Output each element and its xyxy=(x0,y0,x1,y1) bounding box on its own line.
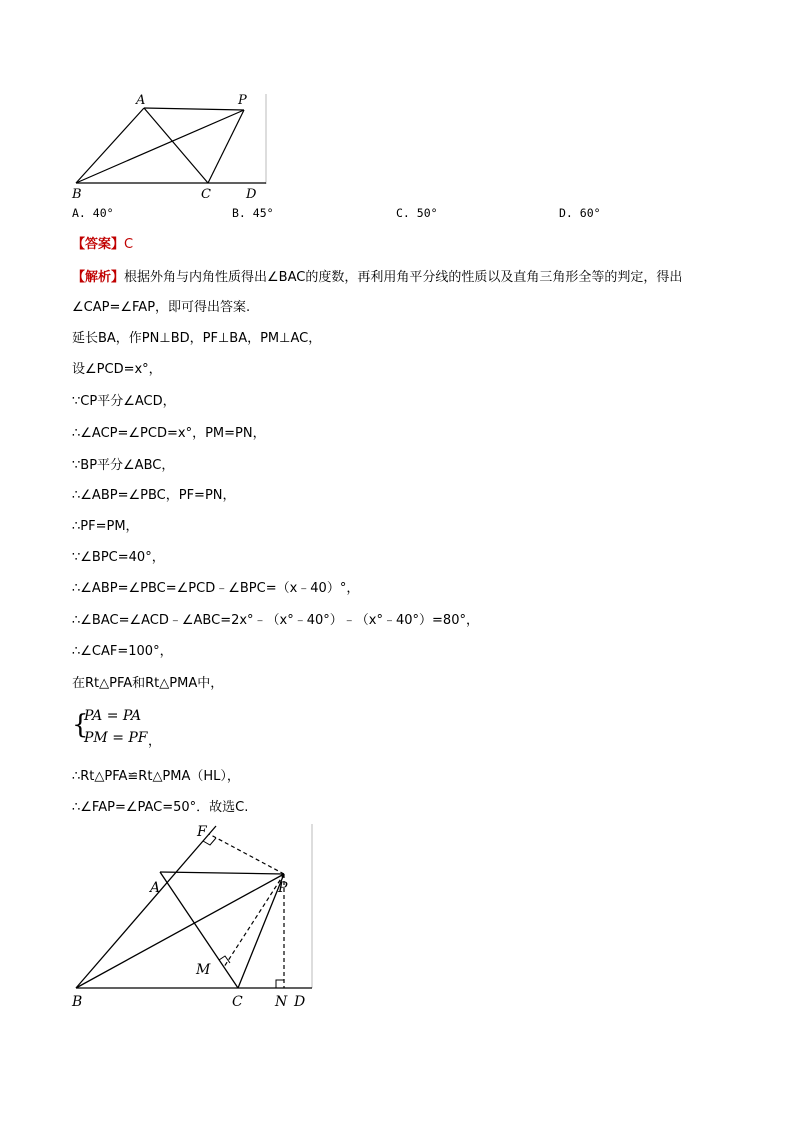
answer-line xyxy=(72,236,133,254)
segment-AC xyxy=(144,108,208,183)
step-line: ∴∠ABP=∠PBC=∠PCD﹣∠BPC=（x﹣40）°， xyxy=(72,581,360,596)
segment-BP xyxy=(76,874,284,988)
figure-2-geometry xyxy=(66,822,326,1014)
analysis-line-1 xyxy=(72,269,682,287)
segment-PM-dashed xyxy=(224,874,284,967)
figure-1-geometry xyxy=(66,92,276,204)
segment-AP xyxy=(144,108,244,110)
analysis-tag: 【解析】 xyxy=(72,270,125,285)
label-C: C xyxy=(232,994,243,1010)
label-P: P xyxy=(238,93,247,108)
step-line: ∵∠BPC=40°， xyxy=(72,550,165,565)
label-A: A xyxy=(150,880,161,896)
label-B: B xyxy=(72,994,83,1010)
equation-system xyxy=(72,704,192,750)
label-N: N xyxy=(275,994,288,1010)
step-line: ∴∠ACP=∠PCD=x°，PM=PN， xyxy=(72,426,266,441)
step-line: ∴PF=PM， xyxy=(72,519,139,534)
label-D: D xyxy=(294,994,306,1010)
segment-AP xyxy=(160,872,284,874)
label-F: F xyxy=(197,824,207,840)
analysis-text-1: 根据外角与内角性质得出∠BAC的度数，再利用角平分线的性质以及直角三角形全等的判定，得出 xyxy=(124,270,683,285)
segment-PC xyxy=(208,110,244,183)
step-line: ∵BP平分∠ABC， xyxy=(72,458,175,473)
label-A: A xyxy=(136,93,146,108)
segment-BF xyxy=(76,826,216,988)
label-B: B xyxy=(72,187,82,202)
option-c: C. 50° xyxy=(396,206,438,220)
step-line: ∴∠CAF=100°， xyxy=(72,644,173,659)
step-line: 延长BA，作PN⊥BD，PF⊥BA，PM⊥AC， xyxy=(72,331,322,346)
option-b: B. 45° xyxy=(232,206,274,220)
option-d: D. 60° xyxy=(559,206,601,220)
label-D: D xyxy=(246,187,257,202)
conclusion-line-1: ∴Rt△PFA≌Rt△PMA（HL）， xyxy=(72,769,240,784)
segment-BA xyxy=(76,108,144,183)
analysis-line-2: ∠CAP=∠FAP，即可得出答案. xyxy=(72,300,251,315)
equation-2: PM = PF xyxy=(84,730,148,746)
system-comma: ， xyxy=(148,734,162,749)
step-line: ∵CP平分∠ACD， xyxy=(72,394,176,409)
right-angle-mark-N xyxy=(276,980,284,988)
step-line: ∴∠ABP=∠PBC，PF=PN， xyxy=(72,488,236,503)
segment-BP xyxy=(76,110,244,183)
answer-options xyxy=(72,206,772,224)
segment-PF-dashed xyxy=(209,834,284,874)
left-brace: { xyxy=(72,710,89,740)
option-a: A. 40° xyxy=(72,206,114,220)
label-C: C xyxy=(201,187,211,202)
label-P: P xyxy=(278,880,288,896)
step-line: 设∠PCD=x°， xyxy=(72,362,162,377)
conclusion-line-2: ∴∠FAP=∠PAC=50°．故选C. xyxy=(72,800,249,815)
answer-value: C xyxy=(124,237,134,252)
step-line: 在Rt△PFA和Rt△PMA中， xyxy=(72,676,224,691)
label-M: M xyxy=(196,962,211,978)
equation-1: PA = PA xyxy=(84,708,142,724)
step-line: ∴∠BAC=∠ACD﹣∠ABC=2x°﹣（x°﹣40°）﹣（x°﹣40°）=80°， xyxy=(72,613,479,628)
answer-tag: 【答案】 xyxy=(72,237,125,252)
